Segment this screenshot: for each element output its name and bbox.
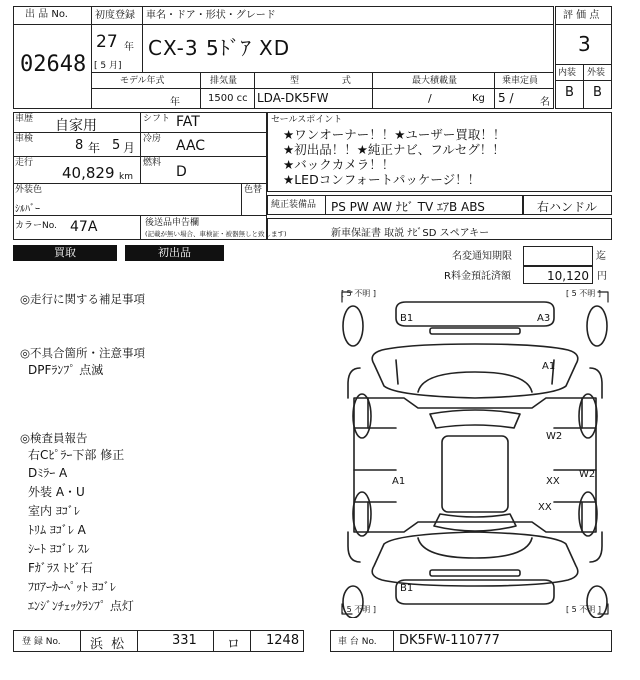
- color: ｼﾙﾊﾞｰ: [15, 204, 40, 215]
- damage-mark-right-door-xx: XX: [546, 476, 560, 487]
- damage-mark-front-left-bumper: B1: [400, 313, 414, 324]
- chassis-number: DK5FW-110777: [399, 633, 500, 648]
- inspector-heading: ◎検査員報告: [20, 431, 88, 445]
- interior-label: 内装: [558, 68, 577, 78]
- sales-point-line: ★初出品！！★純正ナビ、フルセグ！！: [283, 142, 505, 157]
- inspector-item: Fｶﾞﾗｽ ﾄﾋﾞ石: [28, 561, 93, 575]
- diagram-corner-label: [ 5 不明 ]: [566, 289, 601, 298]
- first-listing-tab: 初出品: [125, 245, 224, 261]
- aircon: AAC: [176, 138, 206, 154]
- exterior-label: 外装: [587, 68, 606, 78]
- inspector-item: ｴﾝｼﾞﾝﾁｪｯｸﾗﾝﾌﾟ 点灯: [28, 599, 134, 613]
- inspection-year-unit: 年: [88, 141, 101, 155]
- fuel-label: 燃料: [143, 158, 162, 168]
- recycle-label: R料金預託済額: [444, 271, 511, 282]
- first-reg-label: 初度登録: [95, 10, 135, 21]
- first-reg-year: 27: [96, 32, 118, 52]
- inspector-item: Dﾐﾗｰ A: [28, 466, 68, 480]
- inspection-label: 車検: [15, 134, 34, 144]
- mileage: 40,829: [62, 164, 115, 182]
- history: 自家用: [55, 118, 97, 134]
- displacement: 1500 cc: [208, 93, 248, 104]
- recycle-unit: 円: [597, 271, 607, 282]
- lot-number: 02648: [20, 52, 87, 77]
- diagram-corner-label: [ 5 不明 ]: [341, 605, 376, 614]
- max-load-sep: /: [428, 92, 432, 105]
- registration-label: 登 録 No.: [22, 637, 61, 647]
- damage-mark-right-rear-xx: XX: [538, 502, 552, 513]
- shift-label: シフト: [143, 114, 171, 124]
- first-reg-year-unit: 年: [124, 42, 134, 53]
- aftermarket-label: 後送品申告欄: [145, 218, 200, 228]
- equipment-items: PS PW AW ﾅﾋﾞ TV ｴｱB ABS: [331, 200, 485, 214]
- chassis-label: 車 台 No.: [338, 637, 377, 647]
- inspection-month-unit: 月: [123, 141, 136, 155]
- inspector-item: ﾌﾛｱｰｶｰﾍﾟｯﾄ ﾖｺﾞﾚ: [28, 580, 116, 594]
- mileage-unit: km: [119, 172, 133, 182]
- max-load-label: 最大積載量: [412, 76, 458, 86]
- equipment-label: 純正装備品: [271, 200, 317, 210]
- defect-item: DPFﾗﾝﾌﾟ 点滅: [28, 363, 104, 377]
- damage-mark-right-fender: A1: [542, 361, 556, 372]
- model-name: CX-3 5ﾄﾞｱ XD: [148, 36, 291, 60]
- fuel: D: [176, 164, 187, 180]
- aftermarket-note: (記載が無い場合、車検証・被器無しと致します): [145, 230, 287, 238]
- notice-box: [523, 246, 593, 266]
- recycle-value: 10,120: [547, 269, 589, 283]
- damage-mark-front-right-bumper: A3: [537, 313, 551, 324]
- diagram-corner-label: [ 5 不明 ]: [566, 605, 601, 614]
- damage-mark-left-door: A1: [392, 476, 406, 487]
- capacity-unit: 名: [540, 97, 550, 108]
- color-no: 47A: [70, 219, 98, 235]
- defects-heading: ◎不具合箇所・注意事項: [20, 346, 146, 360]
- type-code: LDA-DK5FW: [257, 91, 329, 105]
- registration-number: 1248: [266, 633, 300, 648]
- mileage-label: 走行: [15, 158, 34, 168]
- model-year-unit: 年: [170, 97, 180, 108]
- inspector-item: 室内 ﾖｺﾞﾚ: [28, 504, 80, 518]
- car-condition-diagram: [338, 288, 612, 618]
- inspector-item: 外装 A・U: [28, 485, 85, 499]
- capacity-label: 乗車定員: [502, 76, 539, 86]
- inspection-year: 8: [75, 138, 84, 153]
- type-label: 型 式: [290, 76, 371, 86]
- exterior-grade: B: [593, 85, 602, 100]
- inspector-item: ｼｰﾄ ﾖｺﾞﾚ ｽﾚ: [28, 542, 90, 556]
- damage-mark-rear-bumper: B1: [400, 583, 414, 594]
- sales-point-line: ★ワンオーナー！！★ユーザー買取！！: [283, 127, 506, 142]
- color-no-label: カラーNo.: [15, 221, 57, 231]
- color-change-label: 色替: [244, 185, 263, 195]
- supplement-heading: ◎走行に関する補足事項: [20, 292, 146, 306]
- damage-mark-right-front-door: W2: [546, 431, 563, 442]
- score: 3: [578, 32, 591, 56]
- capacity: 5 /: [498, 91, 514, 105]
- registration-region: 浜 松: [90, 637, 127, 652]
- sales-point-line: ★LEDコンフォートパッケージ！！: [283, 172, 481, 187]
- displacement-label: 排気量: [210, 76, 238, 86]
- lot-number-label: 出 品 No.: [25, 9, 68, 20]
- purchase-tab: 買取: [13, 245, 117, 261]
- inspection-month: 5: [112, 138, 121, 153]
- equipment-extras: 新車保証書 取説 ﾅﾋﾞSD スペアキー: [331, 228, 490, 239]
- handle: 右ハンドル: [537, 200, 598, 214]
- model-year-label: モデル年式: [120, 76, 165, 86]
- first-reg-month: [ 5 月]: [94, 61, 122, 71]
- sales-point-line: ★バックカメラ！！: [283, 157, 395, 172]
- registration-class: 331: [172, 633, 197, 648]
- notice-unit: 迄: [596, 251, 606, 262]
- notice-label: 名変通知期限: [452, 251, 512, 262]
- history-label: 車歴: [15, 114, 34, 124]
- model-name-label: 車名・ドア・形状・グレード: [146, 10, 276, 21]
- damage-mark-right-rear-door: W2: [579, 469, 596, 480]
- inspector-item: ﾄﾘﾑ ﾖｺﾞﾚ A: [28, 523, 86, 537]
- sales-points-label: セールスポイント: [271, 115, 343, 125]
- max-load-unit: Kg: [472, 93, 485, 104]
- interior-grade: B: [565, 85, 574, 100]
- color-label: 外装色: [15, 185, 43, 195]
- registration-kana: ロ: [227, 637, 241, 652]
- aircon-label: 冷房: [143, 134, 162, 144]
- shift: FAT: [176, 114, 200, 130]
- inspector-item: 右Cﾋﾟﾗｰ下部 修正: [28, 448, 125, 462]
- diagram-corner-label: [ 5 不明 ]: [341, 289, 376, 298]
- score-label: 評 価 点: [563, 10, 600, 21]
